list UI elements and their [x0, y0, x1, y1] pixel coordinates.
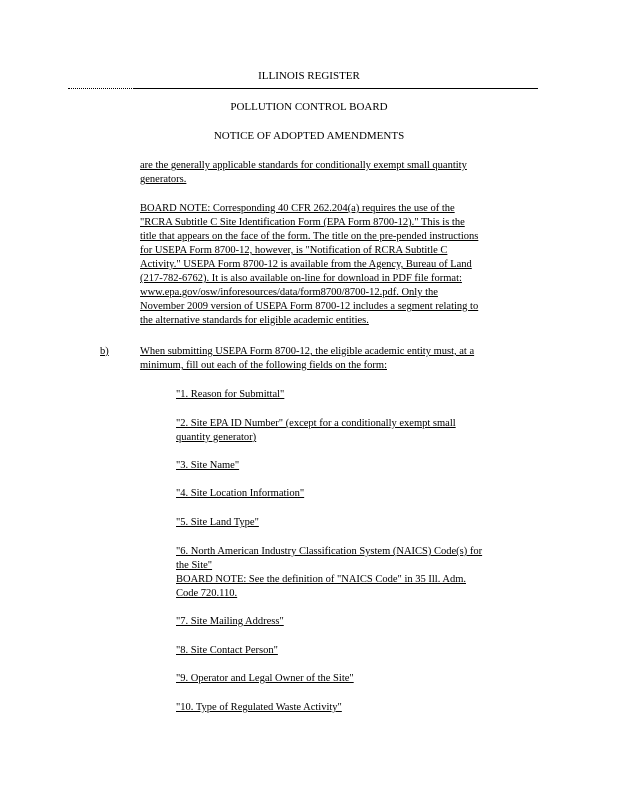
- field-item-3: "3. Site Name": [176, 460, 240, 471]
- field-item-6-note-cont: Code 720.110.: [176, 588, 238, 599]
- board-note-line: "RCRA Subtitle C Site Identification Form (EPA Form 8700-12)." This is the: [140, 217, 465, 228]
- board-note-line: November 2009 version of USEPA Form 8700-12 includes a segment relating to: [140, 301, 479, 312]
- field-item-1: "1. Reason for Submittal": [176, 389, 285, 400]
- field-item-9: "9. Operator and Legal Owner of the Site": [176, 673, 354, 684]
- field-item-6: "6. North American Industry Classification System (NAICS) Code(s) for: [176, 546, 483, 557]
- register-title: ILLINOIS REGISTER: [258, 70, 360, 82]
- notice-title: NOTICE OF ADOPTED AMENDMENTS: [213, 130, 405, 142]
- field-item-7: "7. Site Mailing Address": [176, 616, 284, 627]
- header-rule: [134, 88, 538, 89]
- section-b-label: b): [100, 346, 109, 357]
- field-item-4: "4. Site Location Information": [176, 488, 305, 499]
- intro-line-1: are the generally applicable standards for conditionally exempt small quantity: [140, 160, 467, 171]
- field-item-6-cont: the Site": [176, 560, 213, 571]
- board-note-line: the alternative standards for eligible academic entities.: [140, 315, 369, 326]
- field-item-2: "2. Site EPA ID Number" (except for a conditionally exempt small: [176, 418, 456, 429]
- board-note-line: title that appears on the face of the form. The title on the pre-pended instructions: [140, 231, 479, 242]
- intro-line-2: generators.: [140, 174, 187, 185]
- board-note-line: (217-782-6762). It is also available on-line for download in PDF file format:: [140, 273, 462, 284]
- board-note-line: BOARD NOTE: Corresponding 40 CFR 262.204(a) requires the use of the: [140, 203, 455, 214]
- section-b-line-1: When submitting USEPA Form 8700-12, the eligible academic entity must, at a: [140, 346, 475, 357]
- field-item-2-cont: quantity generator): [176, 432, 257, 443]
- field-item-5: "5. Site Land Type": [176, 517, 259, 528]
- board-note-line: Activity." USEPA Form 8700-12 is available from the Agency, Bureau of Land: [140, 259, 472, 270]
- field-item-8: "8. Site Contact Person": [176, 645, 278, 656]
- field-item-10: "10. Type of Regulated Waste Activity": [176, 702, 342, 713]
- section-b-line-2: minimum, fill out each of the following fields on the form:: [140, 360, 387, 371]
- board-title: POLLUTION CONTROL BOARD: [230, 101, 388, 113]
- header-dotted-rule: [68, 88, 134, 89]
- board-note-line: for USEPA Form 8700-12, however, is "Notification of RCRA Subtitle C: [140, 245, 448, 256]
- field-item-6-note: BOARD NOTE: See the definition of "NAICS Code" in 35 Ill. Adm.: [176, 574, 467, 585]
- board-note-line: www.epa.gov/osw/inforesources/data/form8700/8700-12.pdf. Only the: [140, 287, 438, 298]
